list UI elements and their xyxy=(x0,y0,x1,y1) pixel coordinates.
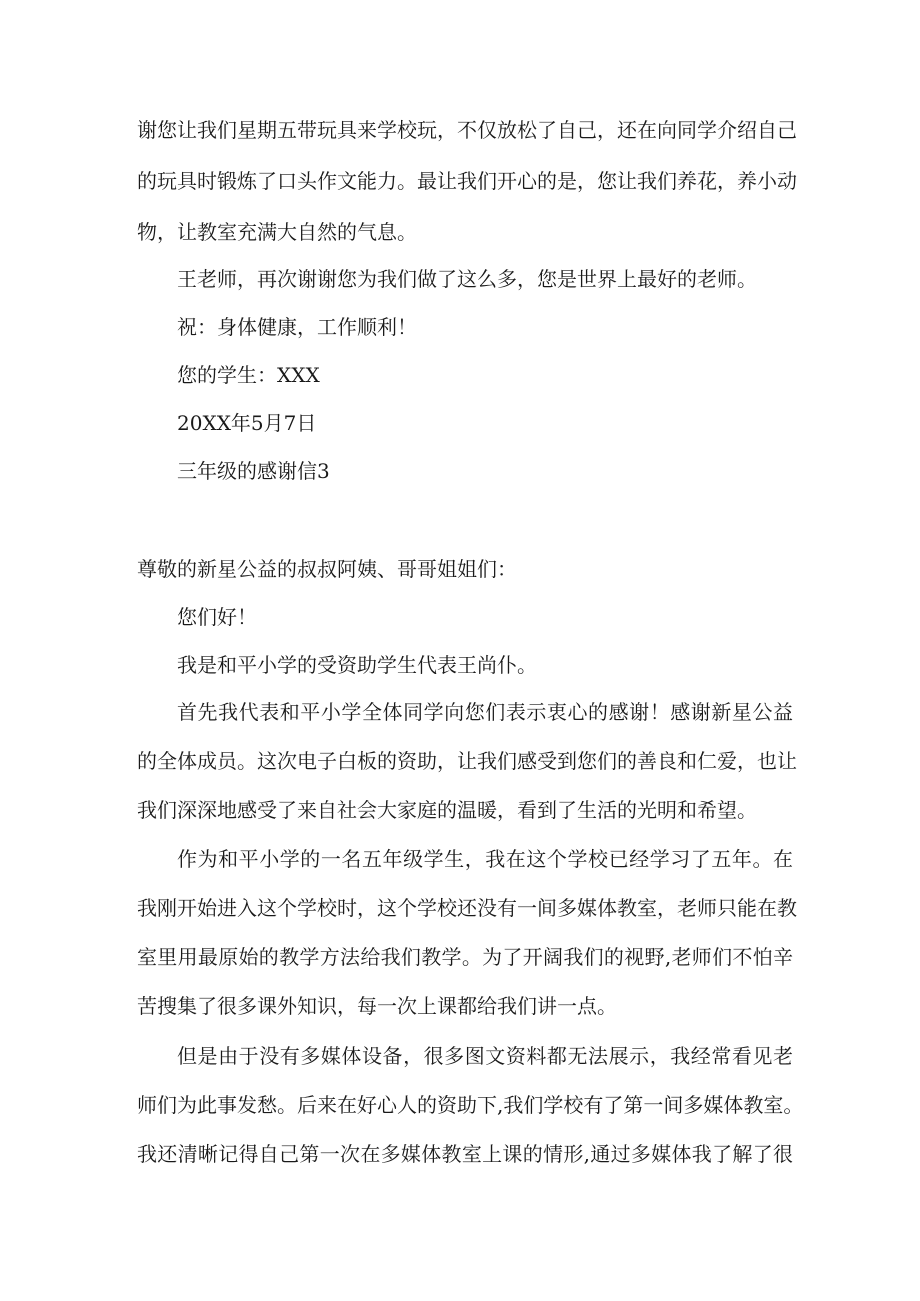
paragraph-10-line-1: 首先我代表和平小学全体同学向您们表示衷心的感谢！感谢新星公益 xyxy=(177,700,793,724)
paragraph-11-line-1: 作为和平小学的一名五年级学生，我在这个学校已经学习了五年。在 xyxy=(177,847,793,871)
paragraph-11-line-2: 我刚开始进入这个学校时，这个学校还没有一间多媒体教室，老师只能在教 xyxy=(137,896,797,920)
blessing-line: 祝：身体健康，工作顺利！ xyxy=(177,315,417,339)
salutation: 尊敬的新星公益的叔叔阿姨、哥哥姐姐们： xyxy=(137,557,517,581)
paragraph-2: 王老师，再次谢谢您为我们做了这么多，您是世界上最好的老师。 xyxy=(177,267,757,291)
paragraph-11-line-3: 室里用最原始的教学方法给我们教学。为了开阔我们的视野,老师们不怕辛 xyxy=(137,945,793,969)
section-heading: 三年级的感谢信3 xyxy=(177,459,330,483)
paragraph-12-line-3: 我还清晰记得自己第一次在多媒体教室上课的情形,通过多媒体我了解了很 xyxy=(137,1142,793,1166)
greeting: 您们好！ xyxy=(177,605,257,629)
signature-line: 您的学生：XXX xyxy=(177,363,320,387)
paragraph-12-line-1: 但是由于没有多媒体设备，很多图文资料都无法展示，我经常看见老 xyxy=(177,1044,793,1068)
paragraph-10-line-3: 我们深深地感受了来自社会大家庭的温暖，看到了生活的光明和希望。 xyxy=(137,798,757,822)
paragraph-1-line-1: 谢您让我们星期五带玩具来学校玩，不仅放松了自己，还在向同学介绍自己 xyxy=(137,118,797,142)
paragraph-10-line-2: 的全体成员。这次电子白板的资助，让我们感受到您们的善良和仁爱，也让 xyxy=(137,749,797,773)
paragraph-12-line-2: 师们为此事发愁。后来在好心人的资助下,我们学校有了第一间多媒体教室。 xyxy=(137,1093,804,1117)
paragraph-1-line-3: 物，让教室充满大自然的气息。 xyxy=(137,220,417,244)
intro-line: 我是和平小学的受资助学生代表王尚仆。 xyxy=(177,653,537,677)
date-line: 20XX年5月7日 xyxy=(177,411,317,435)
paragraph-11-line-4: 苦搜集了很多课外知识，每一次上课都给我们讲一点。 xyxy=(137,994,617,1018)
paragraph-1-line-2: 的玩具时锻炼了口头作文能力。最让我们开心的是，您让我们养花，养小动 xyxy=(137,169,797,193)
